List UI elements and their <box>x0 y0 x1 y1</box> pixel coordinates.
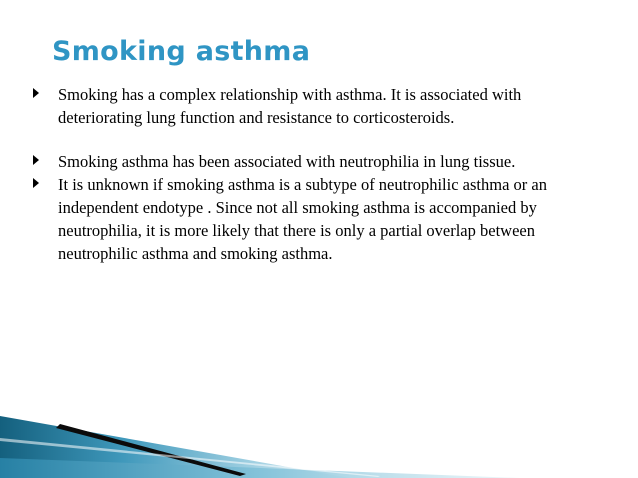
bullet-item <box>30 173 602 265</box>
bullet-text: It is unknown if smoking asthma is a subtype of neutrophilic asthma or an independent endotype . Since not all smoking asthma is accompanied by neutrophilia, it is more likely that there is only a partial overlap between neutrophilic asthma and smoking asthma. <box>58 175 547 263</box>
bullet-text: Smoking has a complex relationship with asthma. It is associated with deteriorating lung function and resistance to corticosteroids. <box>58 85 522 127</box>
slide-title: Smoking asthma <box>52 36 311 67</box>
triangle-right-icon <box>33 88 39 98</box>
triangle-right-icon <box>33 178 39 188</box>
bullet-text: Smoking asthma has been associated with neutrophilia in lung tissue. <box>58 152 516 171</box>
decorative-swoosh <box>0 388 638 478</box>
triangle-right-icon <box>33 155 39 165</box>
bullet-item <box>30 83 602 129</box>
swoosh-light-band <box>0 458 520 478</box>
bullet-item <box>30 150 602 173</box>
bullet-list <box>30 83 602 265</box>
